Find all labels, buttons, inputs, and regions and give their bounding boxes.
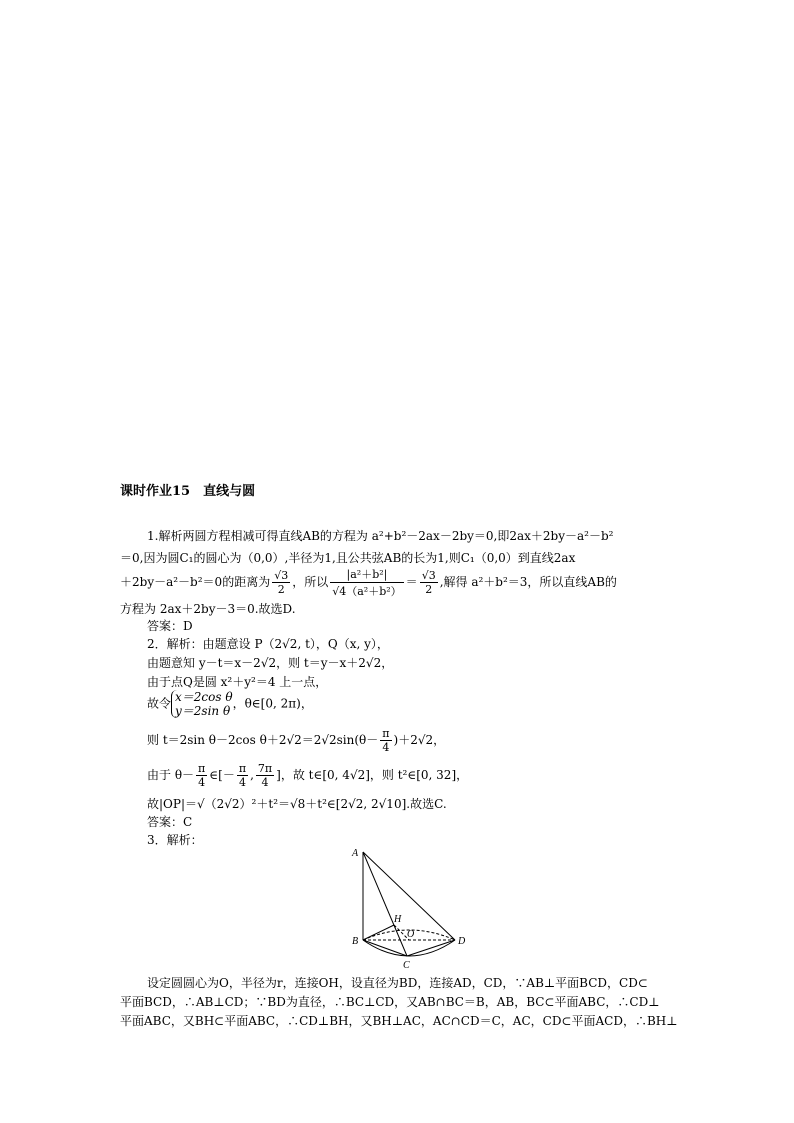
label-o: O [407, 929, 415, 940]
p2-line2: 由题意知 y－t＝x－2√2，则 t＝y－x＋2√2， [147, 656, 394, 670]
label-h: H [394, 914, 402, 925]
p1-line4: 方程为 2ax＋2by－3＝0.故选D. [120, 602, 296, 616]
equation-system: x＝2cos θ y＝2sin θ [171, 690, 233, 718]
p3-line2: 平面BCD，∴AB⊥CD；∵BD为直径，∴BC⊥CD，又AB∩BC＝B，AB，BC⊂平面ABC，∴CD⊥ [120, 995, 660, 1009]
p1-answer: 答案：D [147, 619, 193, 633]
p2-line5: 则 t＝2sin θ－2cos θ＋2√2＝2√2sin(θ－ $\frac{\pi}{4}$ )＋2√2， [147, 727, 446, 754]
fraction-pi-over-4: $\frac{\pi}{4}$ [382, 727, 390, 754]
geometry-figure [345, 842, 475, 972]
label-d: D [458, 936, 466, 947]
fraction-7pi-over-4: $\frac{7\pi}{4}$ [257, 762, 273, 789]
p2-line6: 由于 θ－ $\frac{\pi}{4}$ ∈[－ $\frac{\pi}{4}$ , $\frac{7\pi}{4}$ ]，故 t∈[0, 4√2]，则 t²∈[0, 32]， [147, 762, 469, 789]
label-c: C [403, 960, 410, 971]
p1-line2: ＝0,因为圆C₁的圆心为（0,0）,半径为1,且公共弦AB的长为1,则C₁（0,0）到直线2ax [120, 551, 576, 565]
label-b: B [352, 936, 359, 947]
p2-head: 2．解析：由题意设 P（2√2, t），Q（x, y）， [147, 637, 389, 651]
p1-line1: 1.解析两圆方程相减可得直线AB的方程为 a²+b²－2ax－2by＝0,即2ax＋2by－a²－b² [147, 529, 614, 543]
fraction-abs: $\frac{\text{|a²＋b²|}}{\text{√4（a²＋b²）}}$ [332, 568, 402, 598]
fraction-sqrt3-over-2-b: $\frac{√3}{2}$ [421, 569, 436, 596]
p1-line3a: ＋2by－a²－b²＝0的距离为 [120, 575, 271, 589]
p3-head: 3．解析： [147, 833, 203, 847]
p3-line1: 设定圆圆心为O，半径为r，连接OH，设直径为BD，连接AD，CD，∵AB⊥平面BCD，CD⊂ [147, 976, 648, 990]
p2-line4: 故令 x＝2cos θ y＝2sin θ，θ∈[0, 2π)， [147, 690, 313, 718]
label-a: A [352, 848, 359, 859]
p2-line7: 故|OP|＝√（2√2）²＋t²＝√8＋t²∈[2√2, 2√10].故选C. [147, 797, 447, 811]
p2-answer: 答案：C [147, 815, 193, 829]
p2-line3: 由于点Q是圆 x²＋y²＝4 上一点， [147, 675, 328, 689]
p1-line3: ＋2by－a²－b²＝0的距离为 $\frac{√3}{2}$ ，所以 $\frac{\text{|a²＋b²|}}{\text{√4（a²＋b²）}}$ ＝ $\frac{√3}{2}$ ,解得 a²＋b²＝3，所以直线AB的 [120, 568, 617, 598]
fraction-pi-over-4-b: $\frac{\pi}{4}$ [198, 762, 206, 789]
page-title: 课时作业15 直线与圆 [120, 484, 256, 499]
fraction-pi-over-4-c: $\frac{\pi}{4}$ [238, 762, 247, 789]
fraction-sqrt3-over-2: $\frac{√3}{2}$ [274, 569, 289, 596]
p3-line3: 平面ABC，又BH⊂平面ABC，∴CD⊥BH，又BH⊥AC，AC∩CD＝C，AC，CD⊂平面ACD，∴BH⊥ [120, 1014, 678, 1028]
